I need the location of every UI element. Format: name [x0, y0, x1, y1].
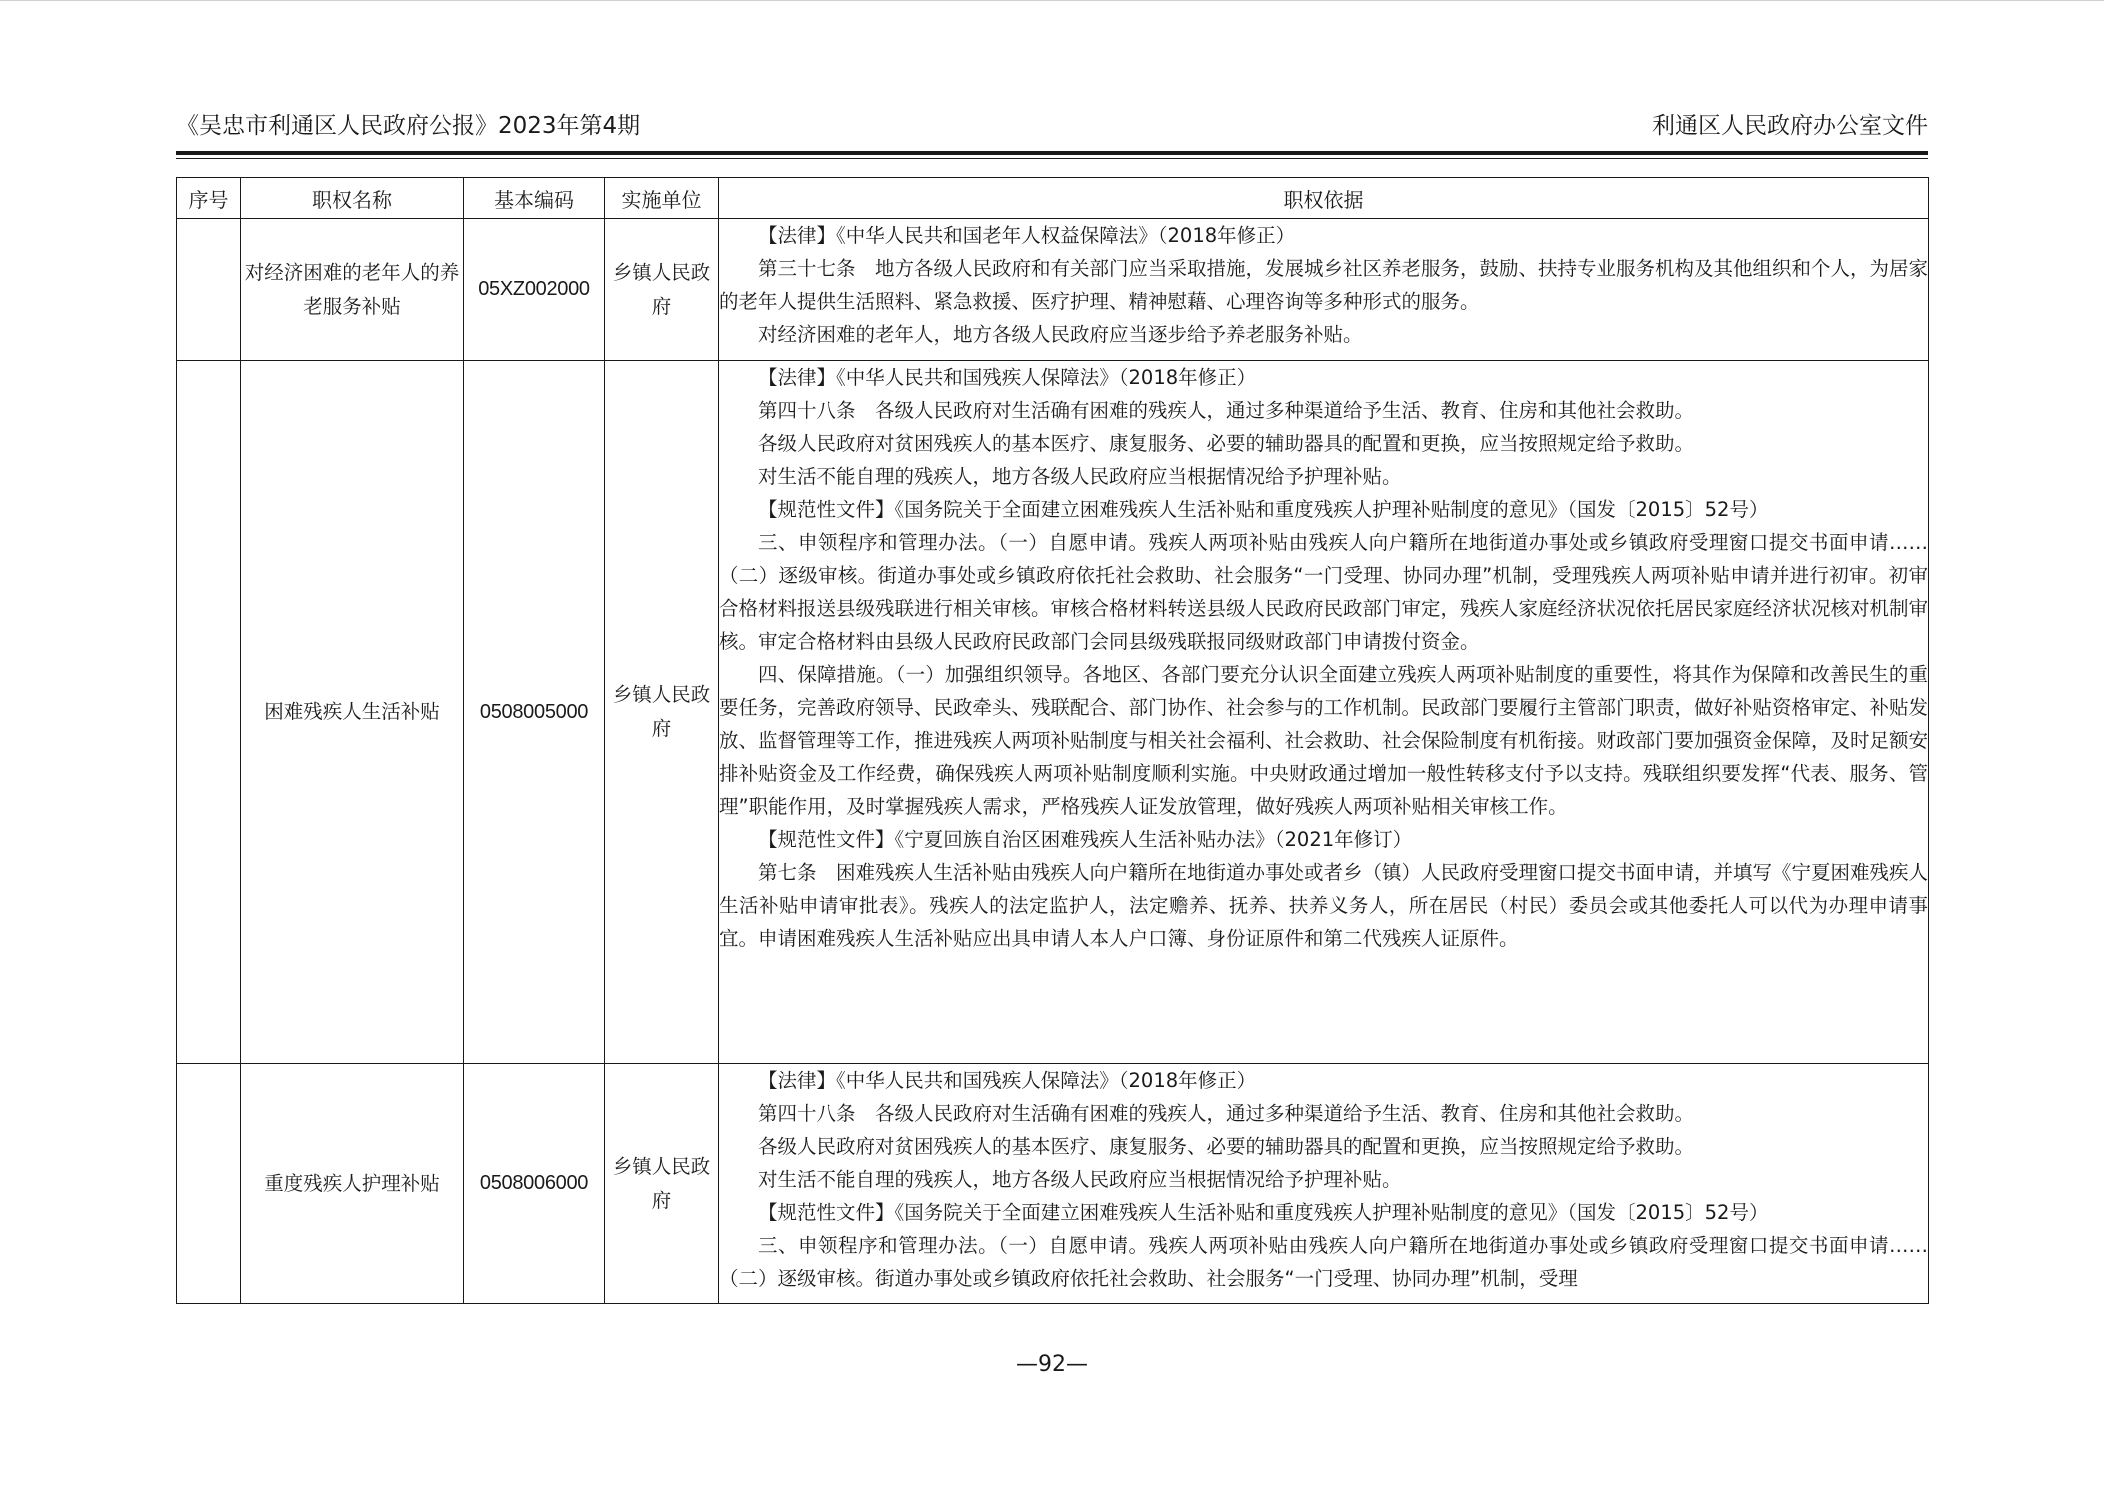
basis-paragraph: 【法律】《中华人民共和国老年人权益保障法》（2018年修正）	[758, 224, 1296, 247]
basis-paragraph: 【规范性文件】《宁夏回族自治区困难残疾人生活补贴办法》（2021年修订）	[758, 828, 1413, 851]
row-unit-cell: 乡镇人民政府	[605, 219, 719, 361]
column-header-name: 职权名称	[241, 178, 464, 219]
row-name-cell: 对经济困难的老年人的养老服务补贴	[241, 219, 464, 361]
basis-paragraph: 各级人民政府对贫困残疾人的基本医疗、康复服务、必要的辅助器具的配置和更换，应当按照规定给予救助。	[758, 1135, 1695, 1158]
column-header-index: 序号	[177, 178, 241, 219]
basis-paragraph: 各级人民政府对贫困残疾人的基本医疗、康复服务、必要的辅助器具的配置和更换，应当按照规定给予救助。	[758, 432, 1695, 455]
row-unit-cell: 乡镇人民政府	[605, 361, 719, 1064]
row-index-cell	[177, 1064, 241, 1304]
header-rule-thin	[176, 158, 1928, 159]
basis-paragraph: 四、保障措施。（一）加强组织领导。各地区、各部门要充分认识全面建立残疾人两项补贴制度的重要性，将其作为保障和改善民生的重要任务，完善政府领导、民政牵头、残联配合、部门协作、社会参与的工作机制。民政部门要履行主管部门职责，做好补贴资格审定、补贴发放、监督管理等工作，推进残疾人两项补贴制度与相关社会福利、社会救助、社会保险制度有机衔接。财政部门要加强资金保障，及时足额安排补贴资金及工作经费，确保残疾人两项补贴制度顺利实施。中央财政通过增加一般性转移支付予以支持。残联组织要发挥“代表、服务、管理”职能作用，及时掌握残疾人需求，严格残疾人证发放管理，做好残疾人两项补贴相关审核工作。	[719, 663, 1929, 818]
basis-paragraph: 第四十八条 各级人民政府对生活确有困难的残疾人，通过多种渠道给予生活、教育、住房和其他社会救助。	[758, 1102, 1695, 1125]
row-name-cell: 困难残疾人生活补贴	[241, 361, 464, 1064]
row-code-cell: 0508005000	[464, 361, 605, 1064]
row-index-cell	[177, 361, 241, 1064]
column-header-basis: 职权依据	[719, 178, 1929, 219]
basis-paragraph: 【法律】《中华人民共和国残疾人保障法》（2018年修正）	[758, 1069, 1257, 1092]
basis-paragraph: 第四十八条 各级人民政府对生活确有困难的残疾人，通过多种渠道给予生活、教育、住房和其他社会救助。	[758, 399, 1695, 422]
row-code-cell: 0508006000	[464, 1064, 605, 1304]
table-row	[177, 219, 1929, 361]
basis-paragraph: 三、申领程序和管理办法。（一）自愿申请。残疾人两项补贴由残疾人向户籍所在地街道办事处或乡镇政府受理窗口提交书面申请……（二）逐级审核。街道办事处或乡镇政府依托社会救助、社会服务“一门受理、协同办理”机制，受理残疾人两项补贴申请并进行初审。初审合格材料报送县级残联进行相关审核。审核合格材料转送县级人民政府民政部门审定，残疾人家庭经济状况依托居民家庭经济状况核对机制审核。审定合格材料由县级人民政府民政部门会同县级残联报同级财政部门申请拨付资金。	[719, 531, 1929, 653]
row-index-cell	[177, 219, 241, 361]
header-rule-thick	[176, 151, 1928, 155]
row-name-cell: 重度残疾人护理补贴	[241, 1064, 464, 1304]
basis-paragraph: 【规范性文件】《国务院关于全面建立困难残疾人生活补贴和重度残疾人护理补贴制度的意见》（国发〔2015〕52号）	[758, 1201, 1769, 1224]
table-row	[177, 361, 1929, 1064]
basis-paragraph: 【规范性文件】《国务院关于全面建立困难残疾人生活补贴和重度残疾人护理补贴制度的意见》（国发〔2015〕52号）	[758, 498, 1769, 521]
row-basis-cell	[719, 1064, 1929, 1304]
issuer-label: 利通区人民政府办公室文件	[1652, 113, 1928, 139]
page-number: —92—	[1016, 1352, 1088, 1377]
basis-paragraph: 第三十七条 地方各级人民政府和有关部门应当采取措施，发展城乡社区养老服务，鼓励、扶持专业服务机构及其他组织和个人，为居家的老年人提供生活照料、紧急救援、医疗护理、精神慰藉、心理咨询等多种形式的服务。	[719, 257, 1929, 313]
page-header	[176, 110, 1928, 142]
column-header-unit: 实施单位	[605, 178, 719, 219]
table-header-row	[177, 178, 1929, 219]
row-basis-cell	[719, 361, 1929, 1064]
row-unit-cell: 乡镇人民政府	[605, 1064, 719, 1304]
basis-paragraph: 第七条 困难残疾人生活补贴由残疾人向户籍所在地街道办事处或者乡（镇）人民政府受理窗口提交书面申请，并填写《宁夏困难残疾人生活补贴申请审批表》。残疾人的法定监护人，法定赡养、抚养、扶养义务人，所在居民（村民）委员会或其他委托人可以代为办理申请事宜。申请困难残疾人生活补贴应出具申请人本人户口簿、身份证原件和第二代残疾人证原件。	[719, 861, 1929, 950]
basis-paragraph: 对经济困难的老年人，地方各级人民政府应当逐步给予养老服务补贴。	[758, 323, 1363, 346]
basis-paragraph: 三、申领程序和管理办法。（一）自愿申请。残疾人两项补贴由残疾人向户籍所在地街道办事处或乡镇政府受理窗口提交书面申请……（二）逐级审核。街道办事处或乡镇政府依托社会救助、社会服务“一门受理、协同办理”机制，受理	[719, 1234, 1928, 1290]
authority-table	[176, 177, 1929, 1304]
row-code-cell: 05XZ002000	[464, 219, 605, 361]
row-basis-cell	[719, 219, 1929, 361]
basis-paragraph: 对生活不能自理的残疾人，地方各级人民政府应当根据情况给予护理补贴。	[758, 1168, 1402, 1191]
basis-paragraph: 【法律】《中华人民共和国残疾人保障法》（2018年修正）	[758, 366, 1257, 389]
gazette-title: 《吴忠市利通区人民政府公报》2023年第4期	[176, 113, 641, 139]
page-top-edge	[0, 0, 2104, 1]
basis-paragraph: 对生活不能自理的残疾人，地方各级人民政府应当根据情况给予护理补贴。	[758, 465, 1402, 488]
column-header-code: 基本编码	[464, 178, 605, 219]
table-row	[177, 1064, 1929, 1304]
